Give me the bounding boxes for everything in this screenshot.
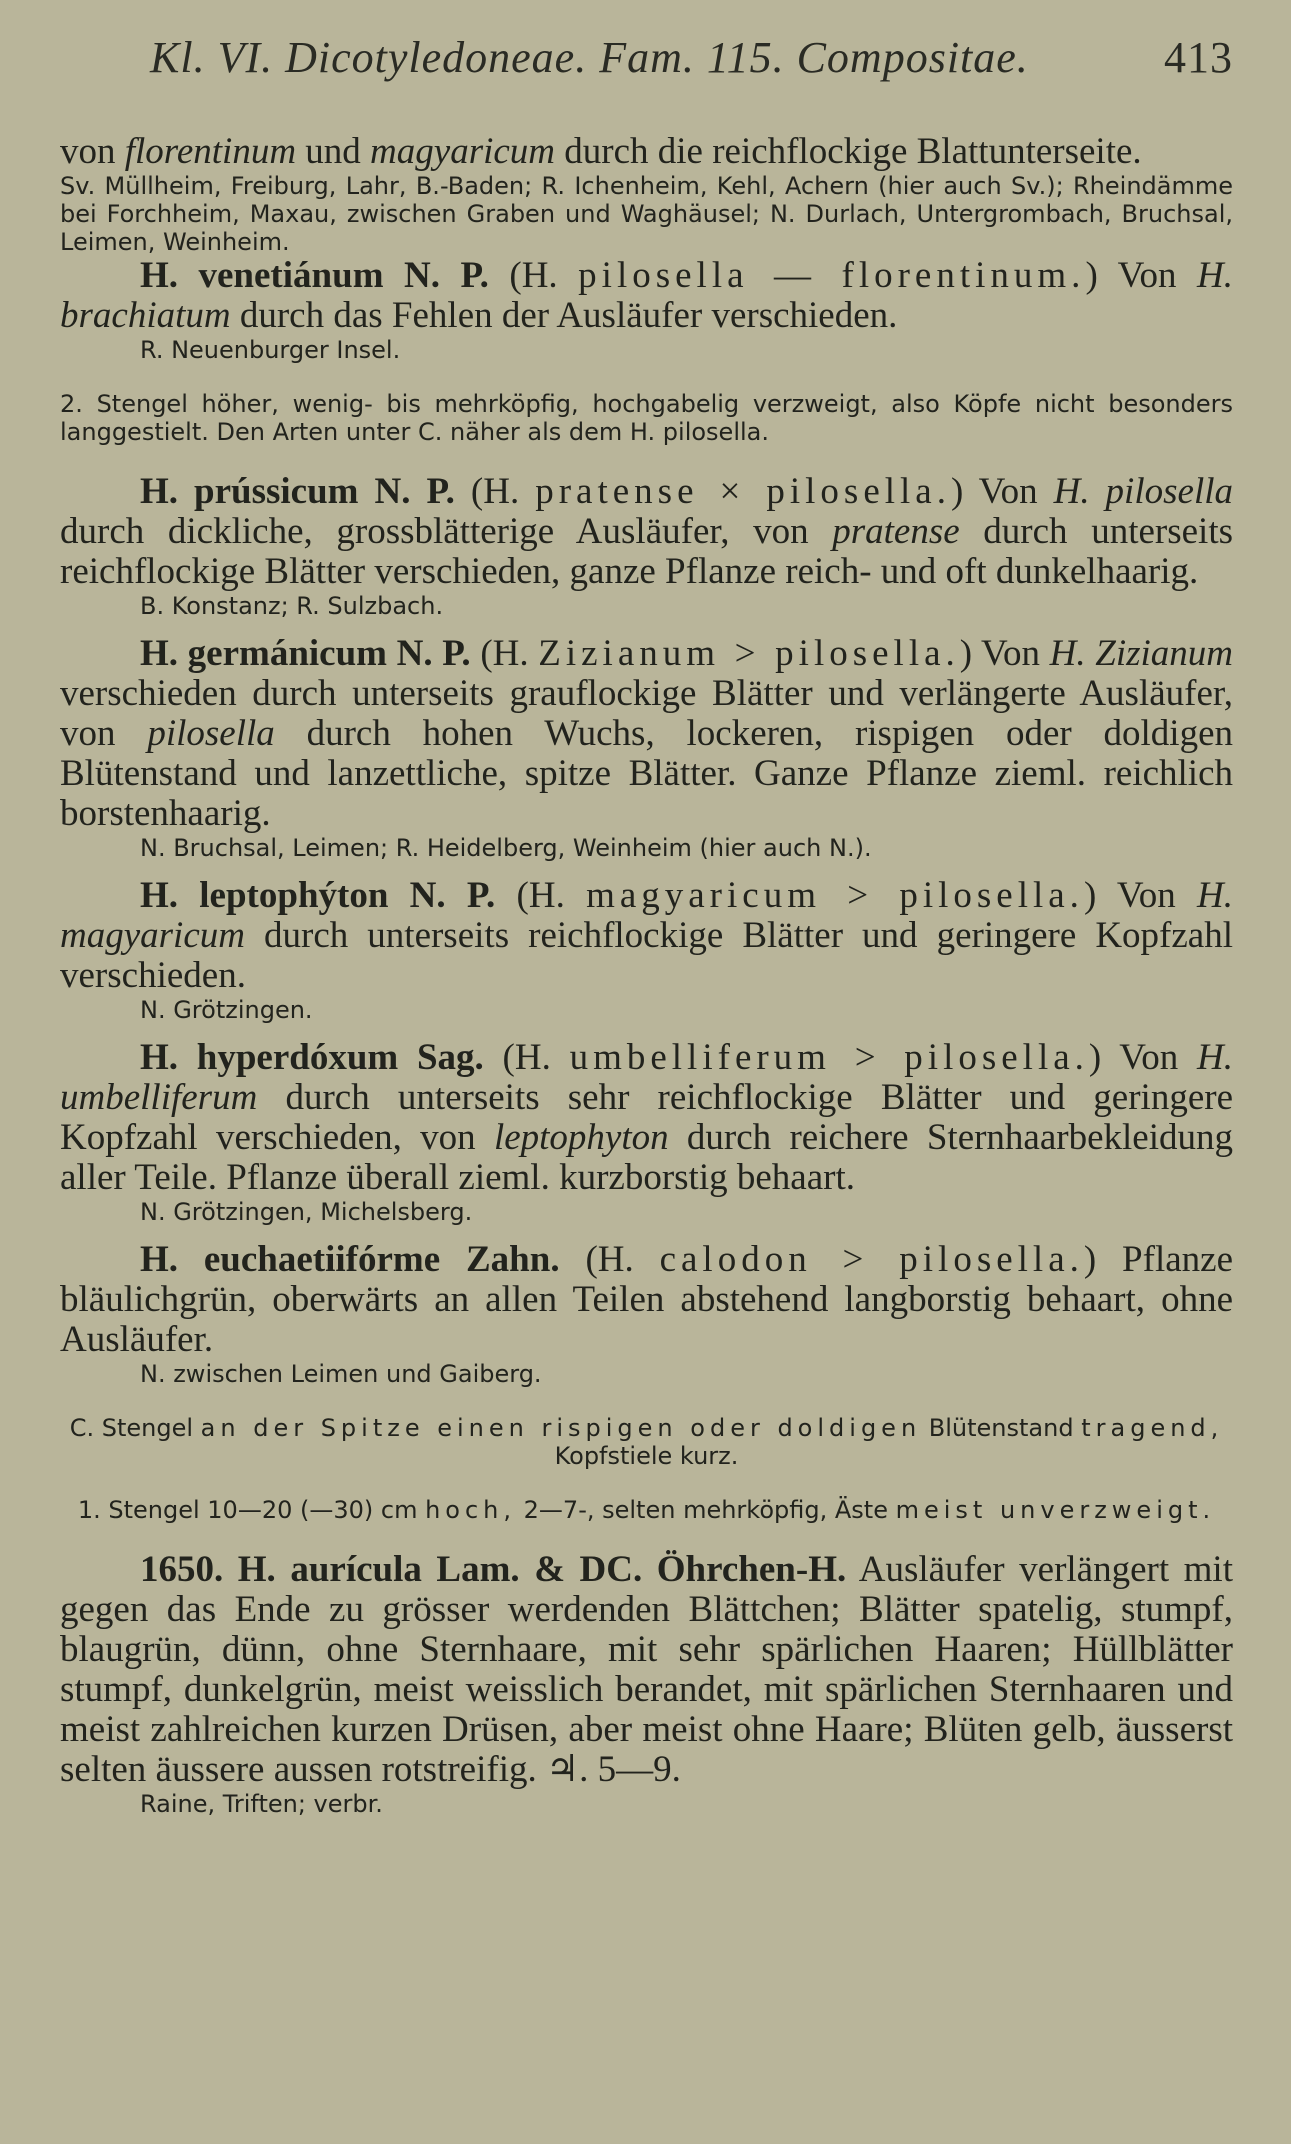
text-paragraph (60, 1550, 1233, 1790)
text-run: (H. (483, 1037, 570, 1078)
small-print-paragraph (60, 1790, 1233, 1818)
text-run: pilosella — florentinum. (578, 255, 1086, 296)
small-print-paragraph (60, 1414, 1233, 1470)
text-run: florentinum (124, 131, 297, 172)
text-run: N. Grötzingen. (140, 996, 313, 1024)
small-print-paragraph (60, 390, 1233, 446)
text-run: meist unverzweigt. (895, 1496, 1216, 1524)
text-run: pilosella (147, 713, 275, 754)
text-run: ) (1085, 255, 1098, 296)
text-run: durch hohen Wuchs, lockeren, rispigen oder doldigen Blütenstand und lanzettliche, spitze Blätter. Ganze Pflanze zieml. reichlich borstenhaarig. (60, 713, 1233, 834)
small-print-paragraph (60, 1360, 1233, 1388)
text-run: H. hyperdóxum Sag. (140, 1037, 484, 1078)
text-run: 2—7-, selten mehrköpfig, Äste (516, 1496, 896, 1524)
text-run: Kopfstiele kurz. (554, 1442, 739, 1470)
text-run: C. Stengel (69, 1414, 201, 1442)
text-run: Blütenstand (921, 1414, 1082, 1442)
text-run: H. germánicum N. P. (140, 633, 471, 674)
text-run: H. euchaetiifórme Zahn. (140, 1239, 560, 1280)
text-run: H. brachiatum (60, 255, 1233, 336)
text-run: H. prússicum N. P. (140, 471, 455, 512)
text-run: H. leptophýton N. P. (140, 875, 496, 916)
text-run: von (60, 131, 125, 172)
text-run: ) Von (950, 471, 1054, 512)
text-run: H. umbelliferum (60, 1037, 1233, 1118)
text-run: H. venetiánum N. P. (140, 255, 489, 296)
text-run: (H. (470, 633, 539, 674)
text-run: H. pilosella (1053, 471, 1234, 512)
text-run: (H. (488, 255, 579, 296)
small-print-paragraph (60, 834, 1233, 862)
text-run: ) Von (1088, 1037, 1197, 1078)
text-run: 1. Stengel 10—20 (—30) cm (77, 1496, 426, 1524)
text-run: durch unterseits reichflockige Blätter verschieden, ganze Pflanze reich- und oft dunkelhaarig. (60, 511, 1233, 592)
page-body (60, 132, 1233, 1818)
text-run: N. zwischen Leimen und Gaiberg. (140, 1360, 542, 1388)
text-run: (H. (495, 875, 587, 916)
text-run: Von (1097, 255, 1198, 296)
text-run: ) Von (959, 633, 1050, 674)
text-run: pratense (832, 511, 960, 552)
running-header (150, 32, 1233, 83)
text-run: ) Pflanze bläulichgrün, oberwärts an allen Teilen abstehend langborstig behaart, ohne Ausläufer. (60, 1239, 1233, 1360)
text-paragraph (60, 634, 1233, 834)
text-run: durch reichere Sternhaarbekleidung aller Teile. Pflanze überall zieml. kurzborstig behaart. (60, 1117, 1234, 1198)
text-run: 2. Stengel höher, wenig- bis mehrköpfig, hochgabelig verzweigt, also Köpfe nicht besonders langgestielt. Den Arten unter C. näher als dem H. pilosella. (60, 390, 1233, 446)
text-run: H. magyaricum (60, 875, 1233, 956)
small-print-paragraph (60, 1496, 1233, 1524)
text-run: magyaricum > pilosella. (586, 875, 1084, 916)
text-run: magyaricum (370, 131, 556, 172)
text-run: tragend, (1081, 1414, 1224, 1442)
small-print-paragraph (60, 1198, 1233, 1226)
text-paragraph (60, 1038, 1233, 1198)
text-run: Sv. Müllheim, Freiburg, Lahr, B.-Baden; R. Ichenheim, Kehl, Achern (hier auch Sv.); Rheindämme bei Forchheim, Maxau, zwischen Graben und Waghäusel; N. Durlach, Untergrombach, Bruchsal, Leimen, Weinheim. (60, 172, 1233, 256)
text-run: hoch, (425, 1496, 517, 1524)
text-run: durch unterseits sehr reichflockige Blätter und geringere Kopfzahl verschieden, von (60, 1077, 1233, 1158)
small-print-paragraph (60, 172, 1233, 256)
text-run: und (296, 131, 371, 172)
text-paragraph (60, 256, 1233, 336)
text-run: N. Bruchsal, Leimen; R. Heidelberg, Weinheim (hier auch N.). (140, 834, 872, 862)
text-run: pratense × pilosella. (535, 471, 951, 512)
text-paragraph (60, 876, 1233, 996)
text-run: N. Grötzingen, Michelsberg. (140, 1198, 473, 1226)
text-run: H. Zizianum (1049, 633, 1234, 674)
text-run: durch das Fehlen der Ausläufer verschieden. (230, 295, 898, 336)
small-print-paragraph (60, 592, 1233, 620)
text-paragraph (60, 472, 1233, 592)
text-run: Raine, Triften; verbr. (140, 1790, 383, 1818)
text-run: R. Neuenburger Insel. (140, 336, 401, 364)
text-run: verschieden durch unterseits grauflockige Blätter und verlängerte Ausläufer, von (60, 673, 1233, 754)
text-run: durch dickliche, grossblätterige Ausläufer, von (60, 511, 833, 552)
text-run: umbelliferum > pilosella. (569, 1037, 1089, 1078)
text-run: calodon > pilosella. (659, 1239, 1084, 1280)
text-run: durch die reichflockige Blattunterseite. (555, 131, 1142, 172)
text-run: (H. (454, 471, 536, 512)
text-run: ) Von (1083, 875, 1197, 916)
text-run: Ausläufer verlängert mit gegen das Ende zu grösser werdenden Blättchen; Blätter spatelig, stumpf, blaugrün, dünn, ohne Sternhaare, mit sehr spärlichen Haaren; Hüllblätter stumpf, dunkelgrün, meist weisslich berandet, mit spärlichen Sternhaaren und meist zahlreichen kurzen Drüsen, aber meist ohne Haare; Blüten gelb, äusserst selten äussere aussen rotstreifig. ♃. 5—9. (60, 1549, 1233, 1790)
text-run: B. Konstanz; R. Sulzbach. (140, 592, 444, 620)
text-run: durch unterseits reichflockige Blätter und geringere Kopfzahl verschieden. (60, 915, 1233, 996)
running-title: Kl. VI. Dicotyledoneae. Fam. 115. Compositae. (150, 33, 1029, 82)
text-paragraph (60, 132, 1233, 172)
small-print-paragraph (60, 336, 1233, 364)
text-paragraph (60, 1240, 1233, 1360)
text-run: 1650. H. aurícula Lam. & DC. Öhrchen-H. (140, 1549, 847, 1590)
small-print-paragraph (60, 996, 1233, 1024)
text-run: (H. (559, 1239, 660, 1280)
page-number: 413 (1164, 33, 1233, 82)
text-run: an der Spitze einen rispigen oder doldigen (200, 1414, 922, 1442)
text-run: Zizianum > pilosella. (538, 633, 960, 674)
text-run: leptophyton (493, 1117, 669, 1158)
